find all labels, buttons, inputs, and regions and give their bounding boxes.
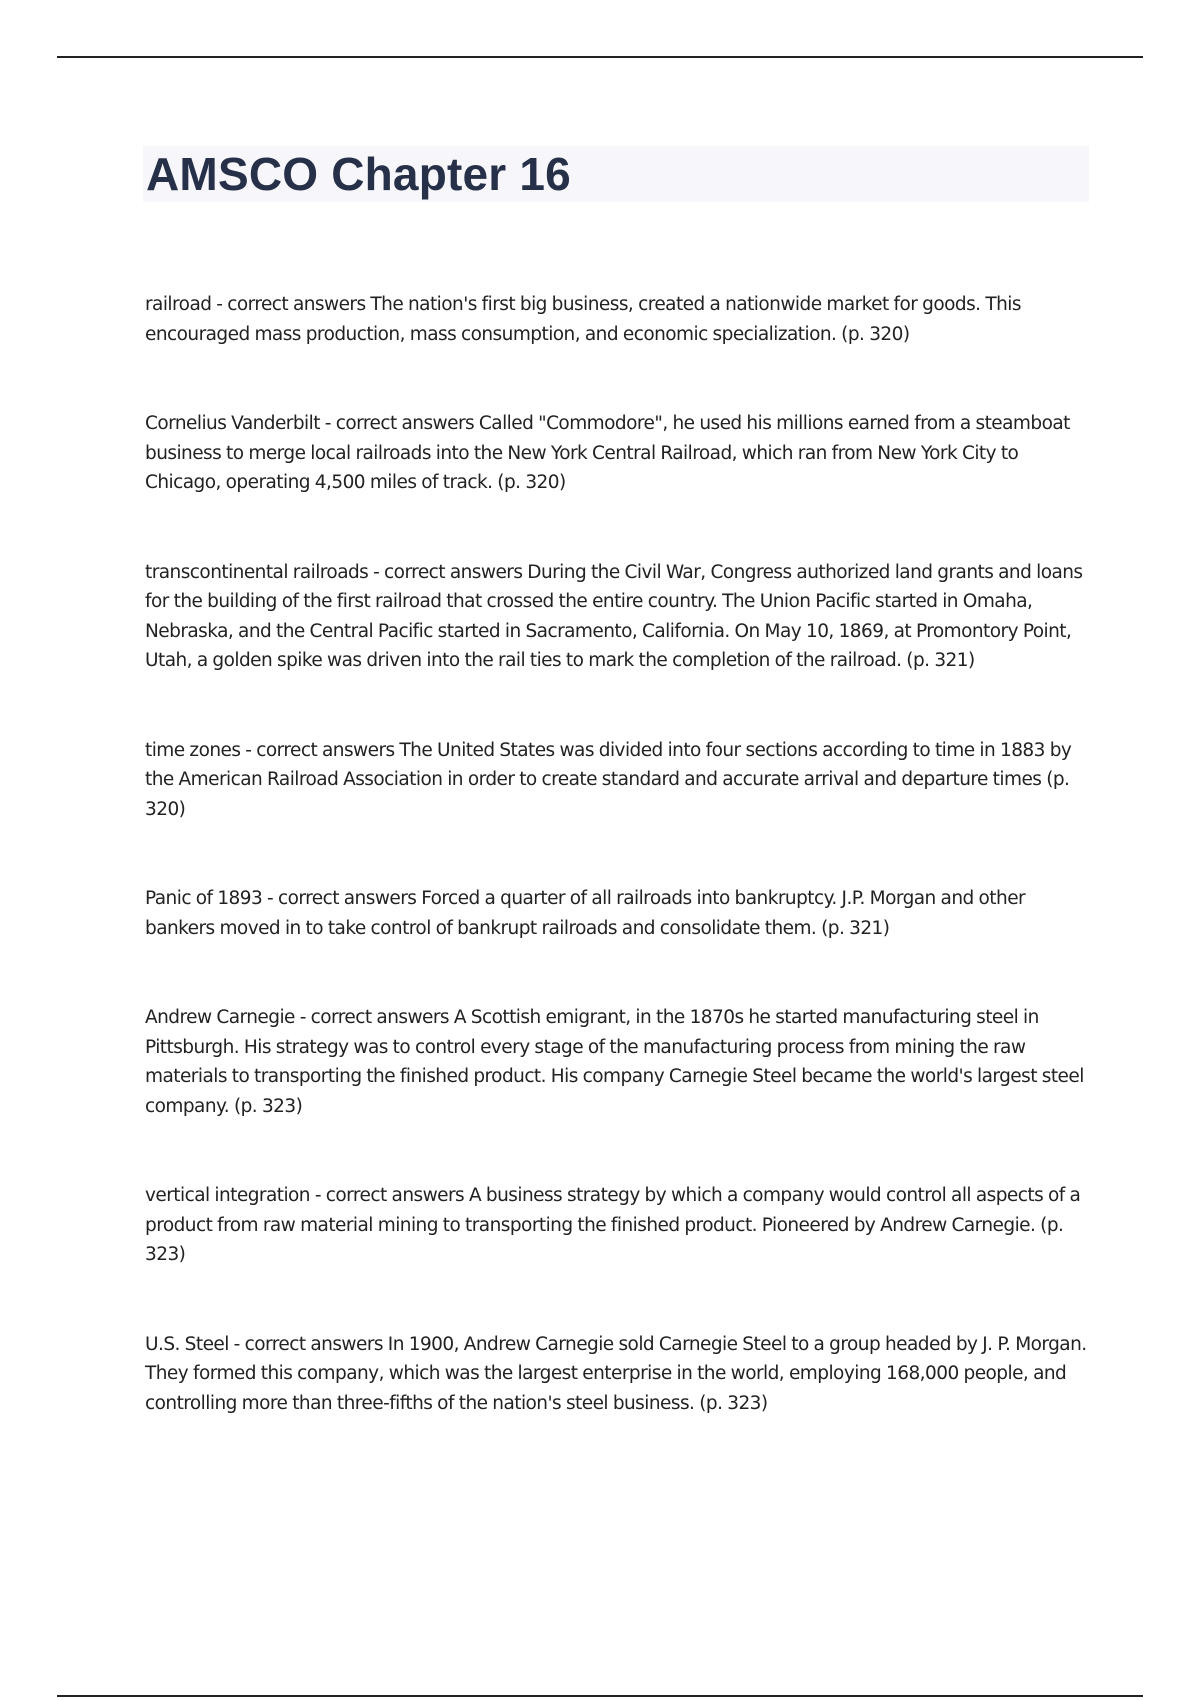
flashcard-entry: vertical integration - correct answers A business strategy by which a company would control all aspects of a product from raw material mining to transporting the finished product. Pioneered by Andrew Carnegie. (p. 323) bbox=[145, 1185, 1081, 1265]
flashcard-entry: transcontinental railroads - correct answers During the Civil War, Congress authorized land grants and loans for the building of the first railroad that crossed the entire country. The Union Pacific started in Omaha, Nebraska, and the Central Pacific started in Sacramento, California. On May 10, 1869, at Promontory Point, Utah, a golden spike was driven into the rail ties to mark the completion of the railroad. (p. 321) bbox=[145, 561, 1083, 671]
flashcard-entry: Andrew Carnegie - correct answers A Scottish emigrant, in the 1870s he started manufacturing steel in Pittsburgh. His strategy was to control every stage of the manufacturing process from mining the raw materials to transporting the finished product. His company Carnegie Steel became the world's largest steel company. (p. 323) bbox=[145, 1007, 1084, 1117]
flashcard-entry: time zones - correct answers The United States was divided into four sections according to time in 1883 by the American Railroad Association in order to create standard and accurate arrival and departure times (p. 320) bbox=[145, 739, 1072, 820]
top-divider bbox=[57, 56, 1143, 58]
bottom-divider bbox=[57, 1695, 1143, 1697]
page-title: AMSCO Chapter 16 bbox=[146, 148, 571, 200]
flashcard-list bbox=[145, 290, 1090, 1478]
flashcard-entry: Cornelius Vanderbilt - correct answers Called "Commodore", he used his millions earned from a steamboat business to merge local railroads into the New York Central Railroad, which ran from New York City to Chicago, operating 4,500 miles of track. (p. 320) bbox=[145, 413, 1070, 493]
flashcard-entry: U.S. Steel - correct answers In 1900, Andrew Carnegie sold Carnegie Steel to a group headed by J. P. Morgan. They formed this company, which was the largest enterprise in the world, employing 168,000 people, and controlling more than three-fifths of the nation's steel business. (p. 323) bbox=[145, 1333, 1087, 1414]
flashcard-entry: Panic of 1893 - correct answers Forced a quarter of all railroads into bankruptcy. J.P. Morgan and other bankers moved in to take control of bankrupt railroads and consolidate them. (p. 321) bbox=[145, 888, 1026, 939]
flashcard-entry: railroad - correct answers The nation's first big business, created a nationwide market for goods. This encouraged mass production, mass consumption, and economic specialization. (p. 320) bbox=[145, 294, 1021, 345]
